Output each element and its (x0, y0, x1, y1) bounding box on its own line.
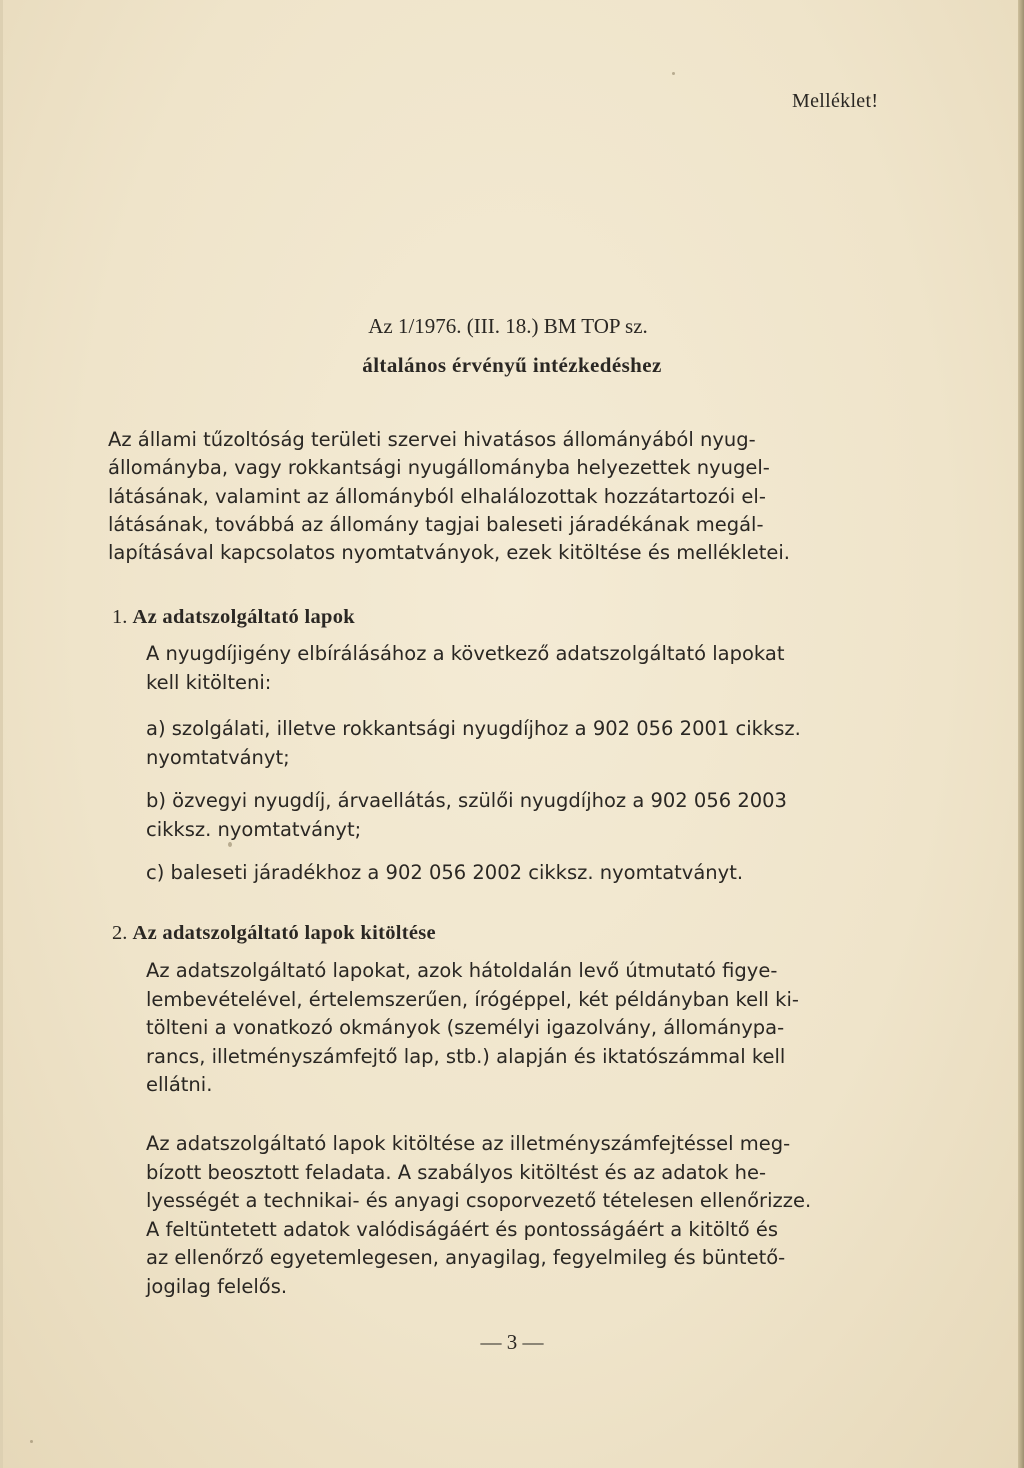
annex-label: Melléklet! (792, 90, 879, 112)
section-2-paragraph-2: Az adatszolgáltató lapok kitöltése az illetményszámfejtéssel meg- bízott beosztott feladata. A szabályos kitöltést és az adatok he- lyességét a technikai- és anyagi csoporvezető tételesen ellenőrizze. A feltüntetett adatok valódiságáért és pontosságáért a kitöltő és az ellenőrző egyetemlegesen, anyagilag, fegyelmileg és büntető- jogilag felelős. (146, 1132, 812, 1298)
section-2-paragraph-1: Az adatszolgáltató lapokat, azok hátoldalán levő útmutató figye- lembevételével, értelemszerűen, írógéppel, két példányban kell ki- tölteni a vonatkozó okmányok (személyi igazolvány, állománypa- rancs, illetményszámfejtő lap, stb.) alapján és iktatószámmal kell ellátni. (146, 959, 799, 1096)
document-subtitle: általános érvényű intézkedéshez (362, 353, 662, 377)
list-item-a: a) szolgálati, illetve rokkantsági nyugdíjhoz a 902 056 2001 cikksz. nyomtatványt; (146, 717, 801, 769)
paper-speck (672, 72, 675, 75)
document-title: Az 1/1976. (III. 18.) BM TOP sz. (368, 314, 648, 338)
section-2-title: Az adatszolgáltató lapok kitöltése (132, 922, 436, 944)
list-item-c: c) baleseti járadékhoz a 902 056 2002 cikksz. nyomtatványt. (146, 861, 744, 884)
section-1-paragraph: A nyugdíjigény elbírálásához a következő adatszolgáltató lapokat kell kitölteni: (146, 642, 785, 694)
section-2-number: 2. (112, 922, 128, 944)
page-number: — 3 — (480, 1330, 544, 1354)
section-1-heading (112, 606, 355, 629)
list-item-b: b) özvegyi nyugdíj, árvaellátás, szülői nyugdíjhoz a 902 056 2003 cikksz. nyomtatványt; (146, 789, 787, 841)
intro-paragraph: Az állami tűzoltóság területi szervei hivatásos állományából nyug- állományba, vagy rokkantsági nyugállományba helyezettek nyugel- látásának, valamint az állományból elhalálozottak hozzátartozói el- látásának, továbbá az állomány tagjai baleseti járadékának megál- lapításával kapcsolatos nyomtatványok, ezek kitöltése és mellékletei. (108, 428, 791, 565)
section-2-heading (112, 922, 436, 945)
page-edge-right (1018, 0, 1024, 1468)
paper-speck (30, 1440, 33, 1443)
section-1-title: Az adatszolgáltató lapok (132, 606, 355, 628)
section-1-number: 1. (112, 606, 128, 628)
page-edge-left (0, 0, 3, 1468)
